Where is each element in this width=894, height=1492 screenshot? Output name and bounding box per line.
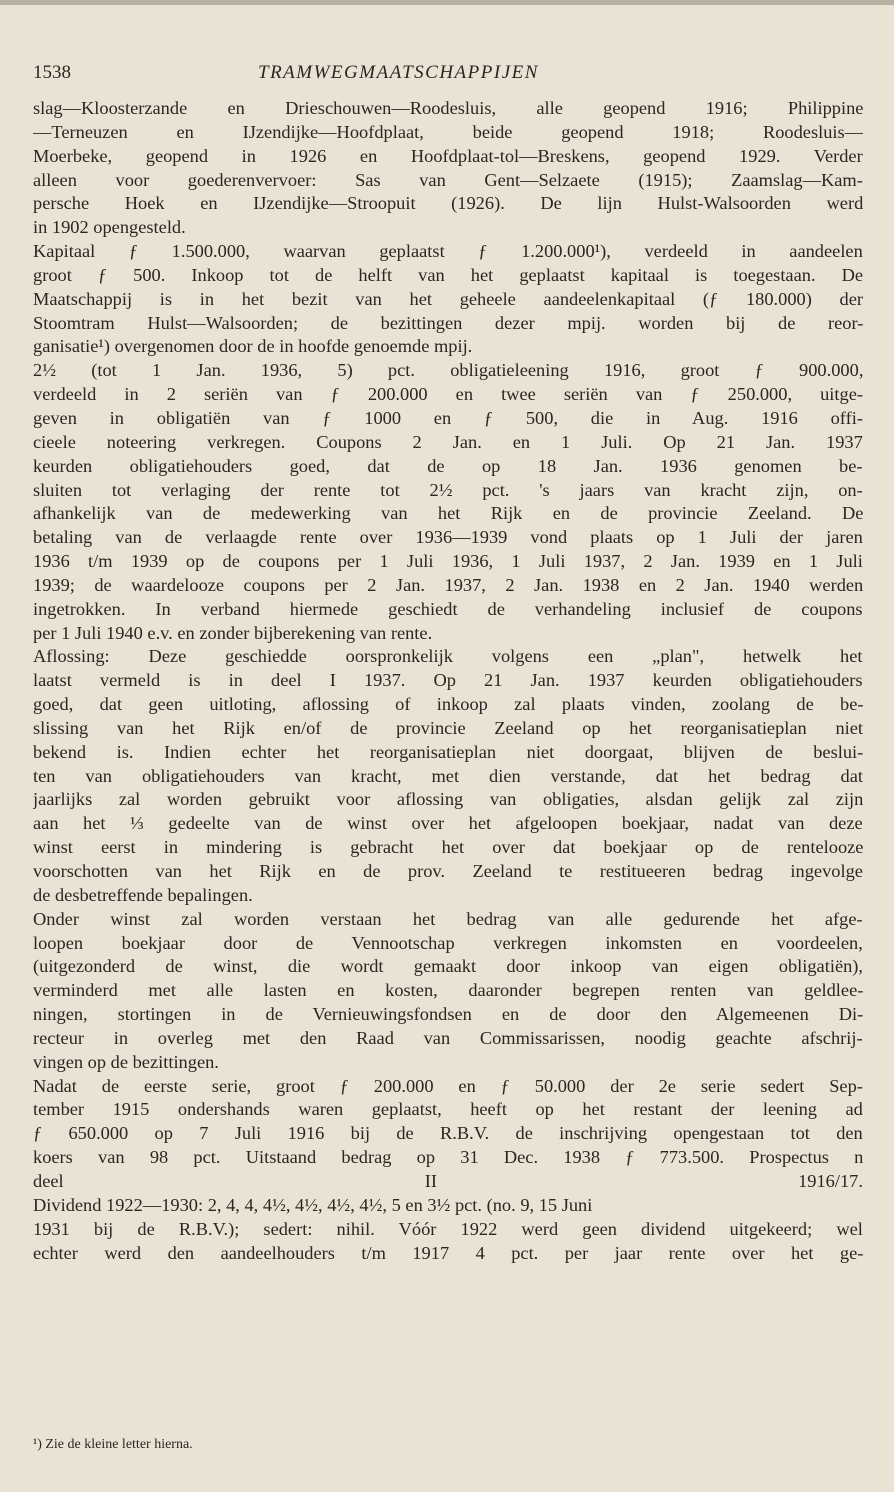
- text-line: Stoomtram Hulst—Walsoorden; de bezittingen dezer mpij. worden bij de reor-: [33, 312, 863, 333]
- text-line: Maatschappij is in het bezit van het geheele aandeelenkapitaal (ƒ 180.000) der: [33, 288, 863, 309]
- top-edge: [0, 0, 894, 5]
- text-line: laatst vermeld is in deel I 1937. Op 21 Jan. 1937 keurden obligatiehouders: [33, 670, 863, 691]
- text-line: per 1 Juli 1940 e.v. en zonder bijberekening van rente.: [33, 622, 433, 643]
- text-line: alleen voor goederenvervoer: Sas van Gent—Selzaete (1915); Zaamslag—Kam-: [33, 169, 863, 190]
- running-title: TRAMWEGMAATSCHAPPIJEN: [258, 62, 539, 83]
- text-line: Onder winst zal worden verstaan het bedrag van alle gedurende het afge-: [33, 908, 863, 929]
- text-line: Moerbeke, geopend in 1926 en Hoofdplaat-tol—Breskens, geopend 1929. Verder: [33, 145, 863, 166]
- text-line: bekend is. Indien echter het reorganisatieplan niet doorgaat, blijven de beslui-: [33, 741, 863, 762]
- text-line: geven in obligatiën van ƒ 1000 en ƒ 500, die in Aug. 1916 offi-: [33, 407, 863, 428]
- text-line: aan het ⅓ gedeelte van de winst over het afgeloopen boekjaar, nadat van deze: [33, 813, 863, 834]
- text-line: goed, dat geen uitloting, aflossing of inkoop zal plaats vinden, zoolang de be-: [33, 694, 863, 715]
- text-line: keurden obligatiehouders goed, dat de op 18 Jan. 1936 genomen be-: [33, 455, 863, 476]
- text-line: Dividend 1922—1930: 2, 4, 4, 4½, 4½, 4½, 4½, 5 en 3½ pct. (no. 9, 15 Juni: [33, 1194, 593, 1215]
- text-line: (uitgezonderd de winst, die wordt gemaakt door inkoop van eigen obligatiën),: [33, 956, 863, 977]
- text-line: jaarlijks zal worden gebruikt voor aflossing van obligaties, alsdan gelijk zal zijn: [33, 789, 863, 810]
- text-line: verminderd met alle lasten en kosten, daaronder begrepen renten van geldlee-: [33, 980, 863, 1001]
- text-line: slissing van het Rijk en/of de provincie Zeeland op het reorganisatieplan niet: [33, 717, 863, 738]
- text-line: afhankelijk van de medewerking van het Rijk en de provincie Zeeland. De: [33, 503, 863, 524]
- text-line: loopen boekjaar door de Vennootschap verkregen inkomsten en voordeelen,: [33, 932, 863, 953]
- text-line: Kapitaal ƒ 1.500.000, waarvan geplaatst ƒ 1.200.000¹), verdeeld in aandeelen: [33, 241, 863, 262]
- text-line: de desbetreffende bepalingen.: [33, 884, 253, 905]
- text-line: 1931 bij de R.B.V.); sedert: nihil. Vóór 1922 werd geen dividend uitgekeerd; wel: [33, 1218, 863, 1239]
- text-line: echter werd den aandeelhouders t/m 1917 4 pct. per jaar rente over het ge-: [33, 1242, 863, 1263]
- text-line: 1936 t/m 1939 op de coupons per 1 Juli 1936, 1 Juli 1937, 2 Jan. 1939 en 1 Juli: [33, 551, 863, 572]
- page-number: 1538: [33, 62, 71, 83]
- text-line: voorschotten van het Rijk en de prov. Zeeland te restitueeren bedrag ingevolge: [33, 861, 863, 881]
- text-line: verdeeld in 2 seriën van ƒ 200.000 en twee seriën van ƒ 250.000, uitge-: [33, 384, 863, 405]
- footnote: ¹) Zie de kleine letter hierna.: [33, 1437, 193, 1452]
- body-text: [33, 97, 863, 1265]
- text-line: —Terneuzen en IJzendijke—Hoofdplaat, beide geopend 1918; Roodesluis—: [33, 121, 863, 142]
- text-line: ƒ 650.000 op 7 Juli 1916 bij de R.B.V. de inschrijving opengestaan tot den: [33, 1123, 863, 1144]
- text-line: slag—Kloosterzande en Drieschouwen—Roodesluis, alle geopend 1916; Philippine: [33, 98, 863, 118]
- text-line: 1939; de waardelooze coupons per 2 Jan. 1937, 2 Jan. 1938 en 2 Jan. 1940 werden: [33, 574, 863, 595]
- text-line: cieele noteering verkregen. Coupons 2 Jan. en 1 Juli. Op 21 Jan. 1937: [33, 431, 863, 452]
- text-line: deel II 1916/17.: [33, 1170, 863, 1191]
- text-line: winst eerst in mindering is gebracht het over dat boekjaar op de rentelooze: [33, 837, 863, 858]
- text-line: vingen op de bezittingen.: [33, 1051, 219, 1072]
- text-line: groot ƒ 500. Inkoop tot de helft van het geplaatst kapitaal is toegestaan. De: [33, 264, 863, 285]
- text-line: koers van 98 pct. Uitstaand bedrag op 31 Dec. 1938 ƒ 773.500. Prospectus n: [33, 1147, 863, 1168]
- text-line: tember 1915 ondershands waren geplaatst, heeft op het restant der leening ad: [33, 1099, 863, 1120]
- text-line: 2½ (tot 1 Jan. 1936, 5) pct. obligatieleening 1916, groot ƒ 900.000,: [33, 360, 863, 381]
- text-line: ingetrokken. In verband hiermede geschiedt de verhandeling inclusief de coupons: [33, 598, 863, 619]
- text-line: ten van obligatiehouders van kracht, met dien verstande, dat het bedrag dat: [33, 765, 863, 786]
- text-line: Nadat de eerste serie, groot ƒ 200.000 en ƒ 50.000 der 2e serie sedert Sep-: [33, 1075, 863, 1096]
- text-line: betaling van de verlaagde rente over 1936—1939 vond plaats op 1 Juli der jaren: [33, 527, 863, 548]
- text-line: recteur in overleg met den Raad van Commissarissen, noodig geachte afschrij-: [33, 1027, 863, 1048]
- text-line: ganisatie¹) overgenomen door de in hoofde genoemde mpij.: [33, 336, 473, 357]
- text-line: sluiten tot verlaging der rente tot 2½ pct. 's jaars van kracht zijn, on-: [33, 479, 863, 500]
- text-line: ningen, stortingen in de Vernieuwingsfondsen en de door den Algemeenen Di-: [33, 1004, 863, 1025]
- text-line: in 1902 opengesteld.: [33, 217, 186, 238]
- text-line: persche Hoek en IJzendijke—Stroopuit (1926). De lijn Hulst-Walsoorden werd: [33, 193, 863, 214]
- text-line: Aflossing: Deze geschiedde oorspronkelijk volgens een „plan", hetwelk het: [33, 646, 863, 667]
- page-header: [33, 60, 863, 90]
